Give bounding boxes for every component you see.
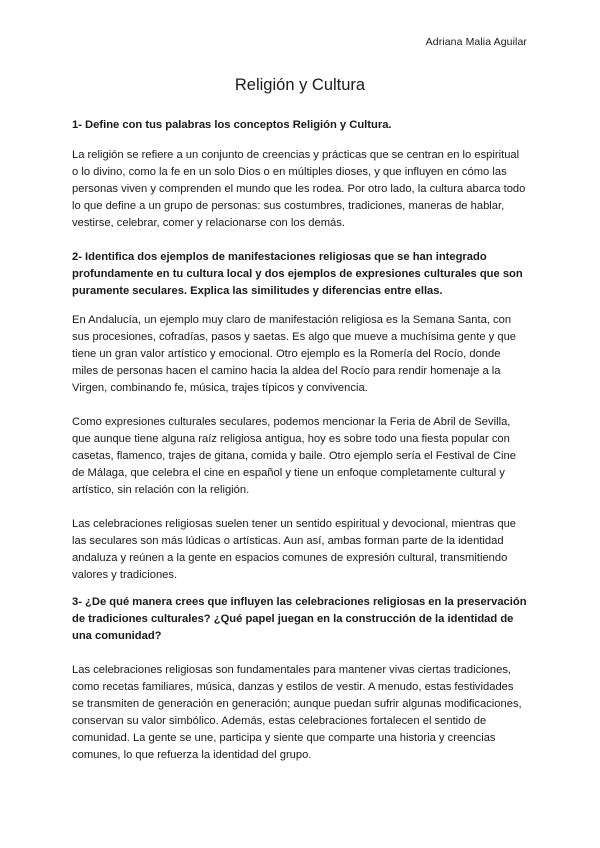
question-2: 2- Identifica dos ejemplos de manifestaciones religiosas que se han integrado profundamente en tu cultura local y dos ejemplos de expresiones culturales que son puramente seculares. Explica las similitudes y diferencias entre ellas.	[72, 251, 523, 297]
document-title: Religión y Cultura	[234, 76, 366, 94]
answer-2-paragraph-1: En Andalucía, un ejemplo muy claro de manifestación religiosa es la Semana Santa, con sus procesiones, cofradías, pasos y saetas. Es algo que mueve a muchísima gente y que tiene un gran valor artístico y emocional. Otro ejemplo es la Romería del Rocío, donde miles de personas hacen el camino hacia la aldea del Rocío para rendir homenaje a la Virgen, combinando fe, música, trajes típicos y convivencia.	[72, 314, 517, 394]
author-name: Adriana Malia Aguilar	[425, 36, 527, 48]
question-1: 1- Define con tus palabras los conceptos Religión y Cultura.	[72, 119, 392, 131]
question-3: 3- ¿De qué manera crees que influyen las celebraciones religiosas en la preservación de tradiciones culturales? ¿Qué papel juegan en la construcción de la identidad de una comunidad?	[72, 596, 527, 642]
answer-3: Las celebraciones religiosas son fundamentales para mantener vivas ciertas tradiciones, como recetas familiares, música, danzas y estilos de vestir. A menudo, estas festividades se transmiten de generación en generación; aunque puedan sufrir algunas modificaciones, conservan su valor simbólico. Además, estas celebraciones fortalecen el sentido de comunidad. La gente se une, participa y siente que comparte una historia y creencias comunes, lo que refuerza la identidad del grupo.	[72, 664, 522, 761]
answer-2-paragraph-2: Como expresiones culturales seculares, podemos mencionar la Feria de Abril de Sevilla, que aunque tiene alguna raíz religiosa antigua, hoy es sobre todo una fiesta popular con casetas, flamenco, trajes de gitana, comida y baile. Otro ejemplo sería el Festival de Cine de Málaga, que celebra el cine en español y tiene un enfoque completamente cultural y artístico, sin relación con la religión.	[72, 416, 516, 496]
answer-1: La religión se refiere a un conjunto de creencias y prácticas que se centran en lo espiritual o lo divino, como la fe en un solo Dios o en múltiples dioses, y que influyen en cómo las personas viven y comprenden el mundo que les rodea. Por otro lado, la cultura abarca todo lo que define a un grupo de personas: sus costumbres, tradiciones, maneras de hablar, vestirse, celebrar, comer y relacionarse con los demás.	[72, 149, 526, 229]
answer-2-paragraph-3: Las celebraciones religiosas suelen tener un sentido espiritual y devocional, mientras que las seculares son más lúdicas o artísticas. Aun así, ambas forman parte de la identidad andaluza y reúnen a la gente en espacios comunes de expresión cultural, transmitiendo valores y tradiciones.	[72, 518, 517, 581]
document-body	[72, 117, 528, 764]
